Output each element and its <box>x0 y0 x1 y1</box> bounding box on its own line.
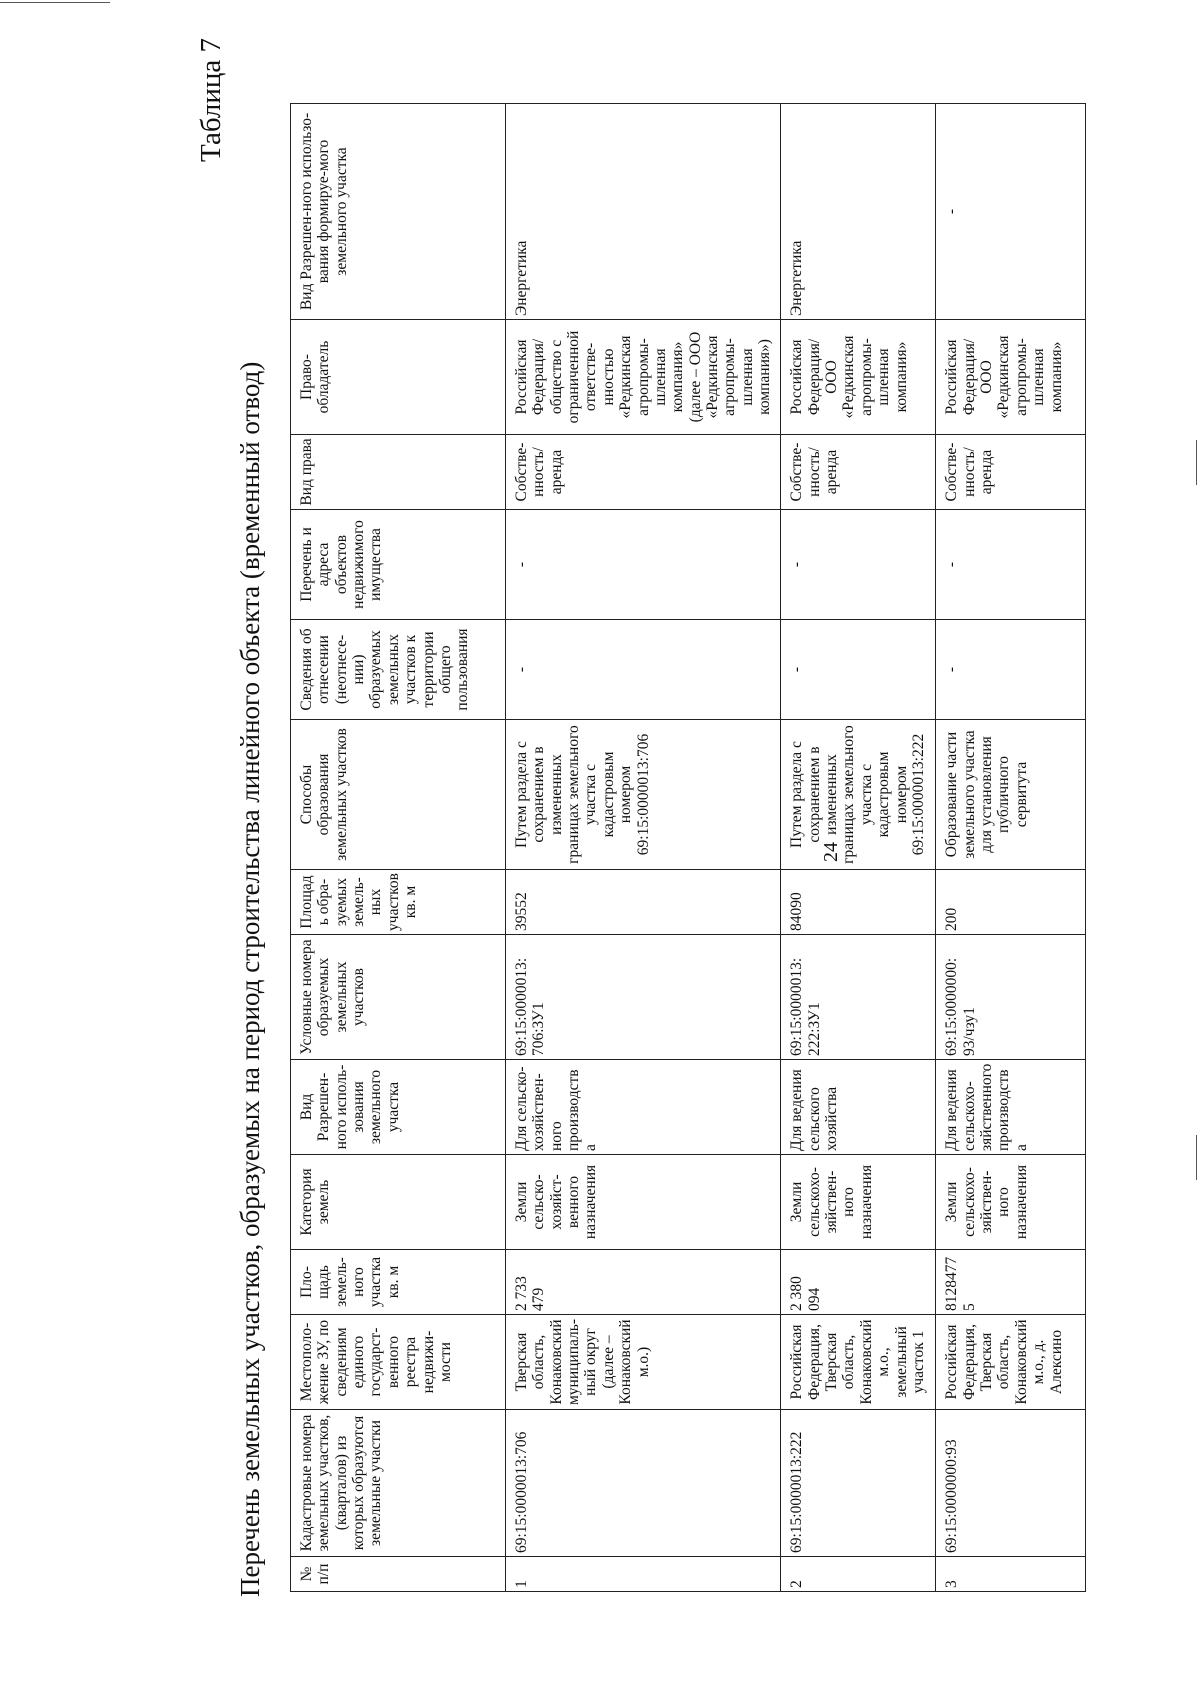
header-cell: № п/п <box>291 1557 506 1592</box>
conditional-number: 69:15:0000000: 93/чзу1 <box>936 935 1086 1060</box>
table-row <box>936 104 1086 1592</box>
header-cell: Способы образования земельных участков <box>291 720 506 870</box>
header-cell: Вид Разрешен-ного исполь-зования земельного участка <box>291 1060 506 1155</box>
real-estate-objects: - <box>781 510 936 620</box>
plot-location: Российская Федерация, Тверская область, Конаковский м.о., д. Алексино <box>936 1315 1086 1410</box>
header-cell: Кадастровые номера земельных участков, (кварталов) из которых образуются земельные участки <box>291 1410 506 1557</box>
public-territory: - <box>506 620 781 720</box>
formed-permitted-use: - <box>936 104 1086 320</box>
plot-area: 8128477 5 <box>936 1250 1086 1315</box>
land-plots-table <box>290 103 1086 1592</box>
header-cell: Условные номера образуемых земельных участков <box>291 935 506 1060</box>
header-cell: Пло-щадь земель-ного участка кв. м <box>291 1250 506 1315</box>
header-cell: Перечень и адреса объектов недвижимого имущества <box>291 510 506 620</box>
formation-method: Образование части земельного участка для установления публичного сервитута <box>936 720 1086 870</box>
scan-edge-mark <box>0 2 110 3</box>
conditional-number: 69:15:0000013: 222:ЗУ1 <box>781 935 936 1060</box>
plot-area: 2 380 094 <box>781 1250 936 1315</box>
table-row <box>781 104 936 1592</box>
plot-location: Тверская область, Конаковский муниципаль-ный округ (далее – Конаковский м.о.) <box>506 1315 781 1410</box>
table-label: Таблица 7 <box>195 38 227 163</box>
public-territory: - <box>781 620 936 720</box>
permitted-use: Для ведения сельскохо-зяйственного производства <box>936 1060 1086 1155</box>
row-number: 3 <box>936 1557 1086 1592</box>
permitted-use: Для ведения сельского хозяйства <box>781 1060 936 1155</box>
formed-area: 39552 <box>506 870 781 935</box>
document-title: Перечень земельных участков, образуемых на период строительства линейного объекта (временный отвод) <box>235 361 265 1597</box>
land-category: Земли сельскохо-зяйствен-ного назначения <box>936 1155 1086 1250</box>
right-type: Собстве-нность/ аренда <box>781 435 936 510</box>
public-territory: - <box>936 620 1086 720</box>
cadastral-number: 69:15:0000013:222 <box>781 1410 936 1557</box>
row-number: 2 <box>781 1557 936 1592</box>
header-cell: Вид права <box>291 435 506 510</box>
conditional-number: 69:15:0000013: 706:ЗУ1 <box>506 935 781 1060</box>
right-type: Собстве-нность/ аренда <box>936 435 1086 510</box>
formation-method: Путем раздела с сохранением в измененных границах земельного участка с кадастровым номером 69:15:0000013:222 <box>781 720 936 870</box>
real-estate-objects: - <box>506 510 781 620</box>
formed-area: 84090 <box>781 870 936 935</box>
header-cell: Местополо-жение ЗУ, по сведениям единого государст-венного реестра недвижи-мости <box>291 1315 506 1410</box>
permitted-use: Для сельско-хозяйствен-ного производства <box>506 1060 781 1155</box>
right-holder: Российская Федерация/ ООО «Редкинская агропромы-шленная компания» <box>936 320 1086 435</box>
formed-permitted-use: Энергетика <box>781 104 936 320</box>
cadastral-number: 69:15:0000000:93 <box>936 1410 1086 1557</box>
land-category: Земли сельскохо-зяйствен-ного назначения <box>781 1155 936 1250</box>
formed-area: 200 <box>936 870 1086 935</box>
row-number: 1 <box>506 1557 781 1592</box>
header-cell: Право-обладатель <box>291 320 506 435</box>
formation-method: Путем раздела с сохранением в измененных границах земельного участка с кадастровым номером 69:15:0000013:706 <box>506 720 781 870</box>
header-cell: Вид Разрешен-ного использо-вания формируе-мого земельного участка <box>291 104 506 320</box>
header-cell: Площадь обра-зуемых земель-ных участков кв. м <box>291 870 506 935</box>
header-cell: Категория земель <box>291 1155 506 1250</box>
cadastral-number: 69:15:0000013:706 <box>506 1410 781 1557</box>
table-row <box>506 104 781 1592</box>
plot-location: Российская Федерация, Тверская область, Конаковский м.о., земельный участок 1 <box>781 1315 936 1410</box>
scan-edge-mark <box>1196 1135 1197 1180</box>
right-holder: Российская Федерация/ ООО «Редкинская агропромы-шленная компания» <box>781 320 936 435</box>
table-header-row <box>291 104 506 1592</box>
right-type: Собстве-нность/ аренда <box>506 435 781 510</box>
real-estate-objects: - <box>936 510 1086 620</box>
page-number: 24 <box>820 842 842 862</box>
right-holder: Российская Федерация/ общество с ограниченной ответстве-нностью «Редкинская агропромы-шленная компания» (далее – ООО «Редкинская агропромы-шленная компания») <box>506 320 781 435</box>
header-cell: Сведения об отнесении (неотнесе-нии) образуемых земельных участков к территории общего пользования <box>291 620 506 720</box>
formed-permitted-use: Энергетика <box>506 104 781 320</box>
land-category: Земли сельско-хозяйст-венного назначения <box>506 1155 781 1250</box>
plot-area: 2 733 479 <box>506 1250 781 1315</box>
scan-edge-mark <box>1196 440 1197 485</box>
